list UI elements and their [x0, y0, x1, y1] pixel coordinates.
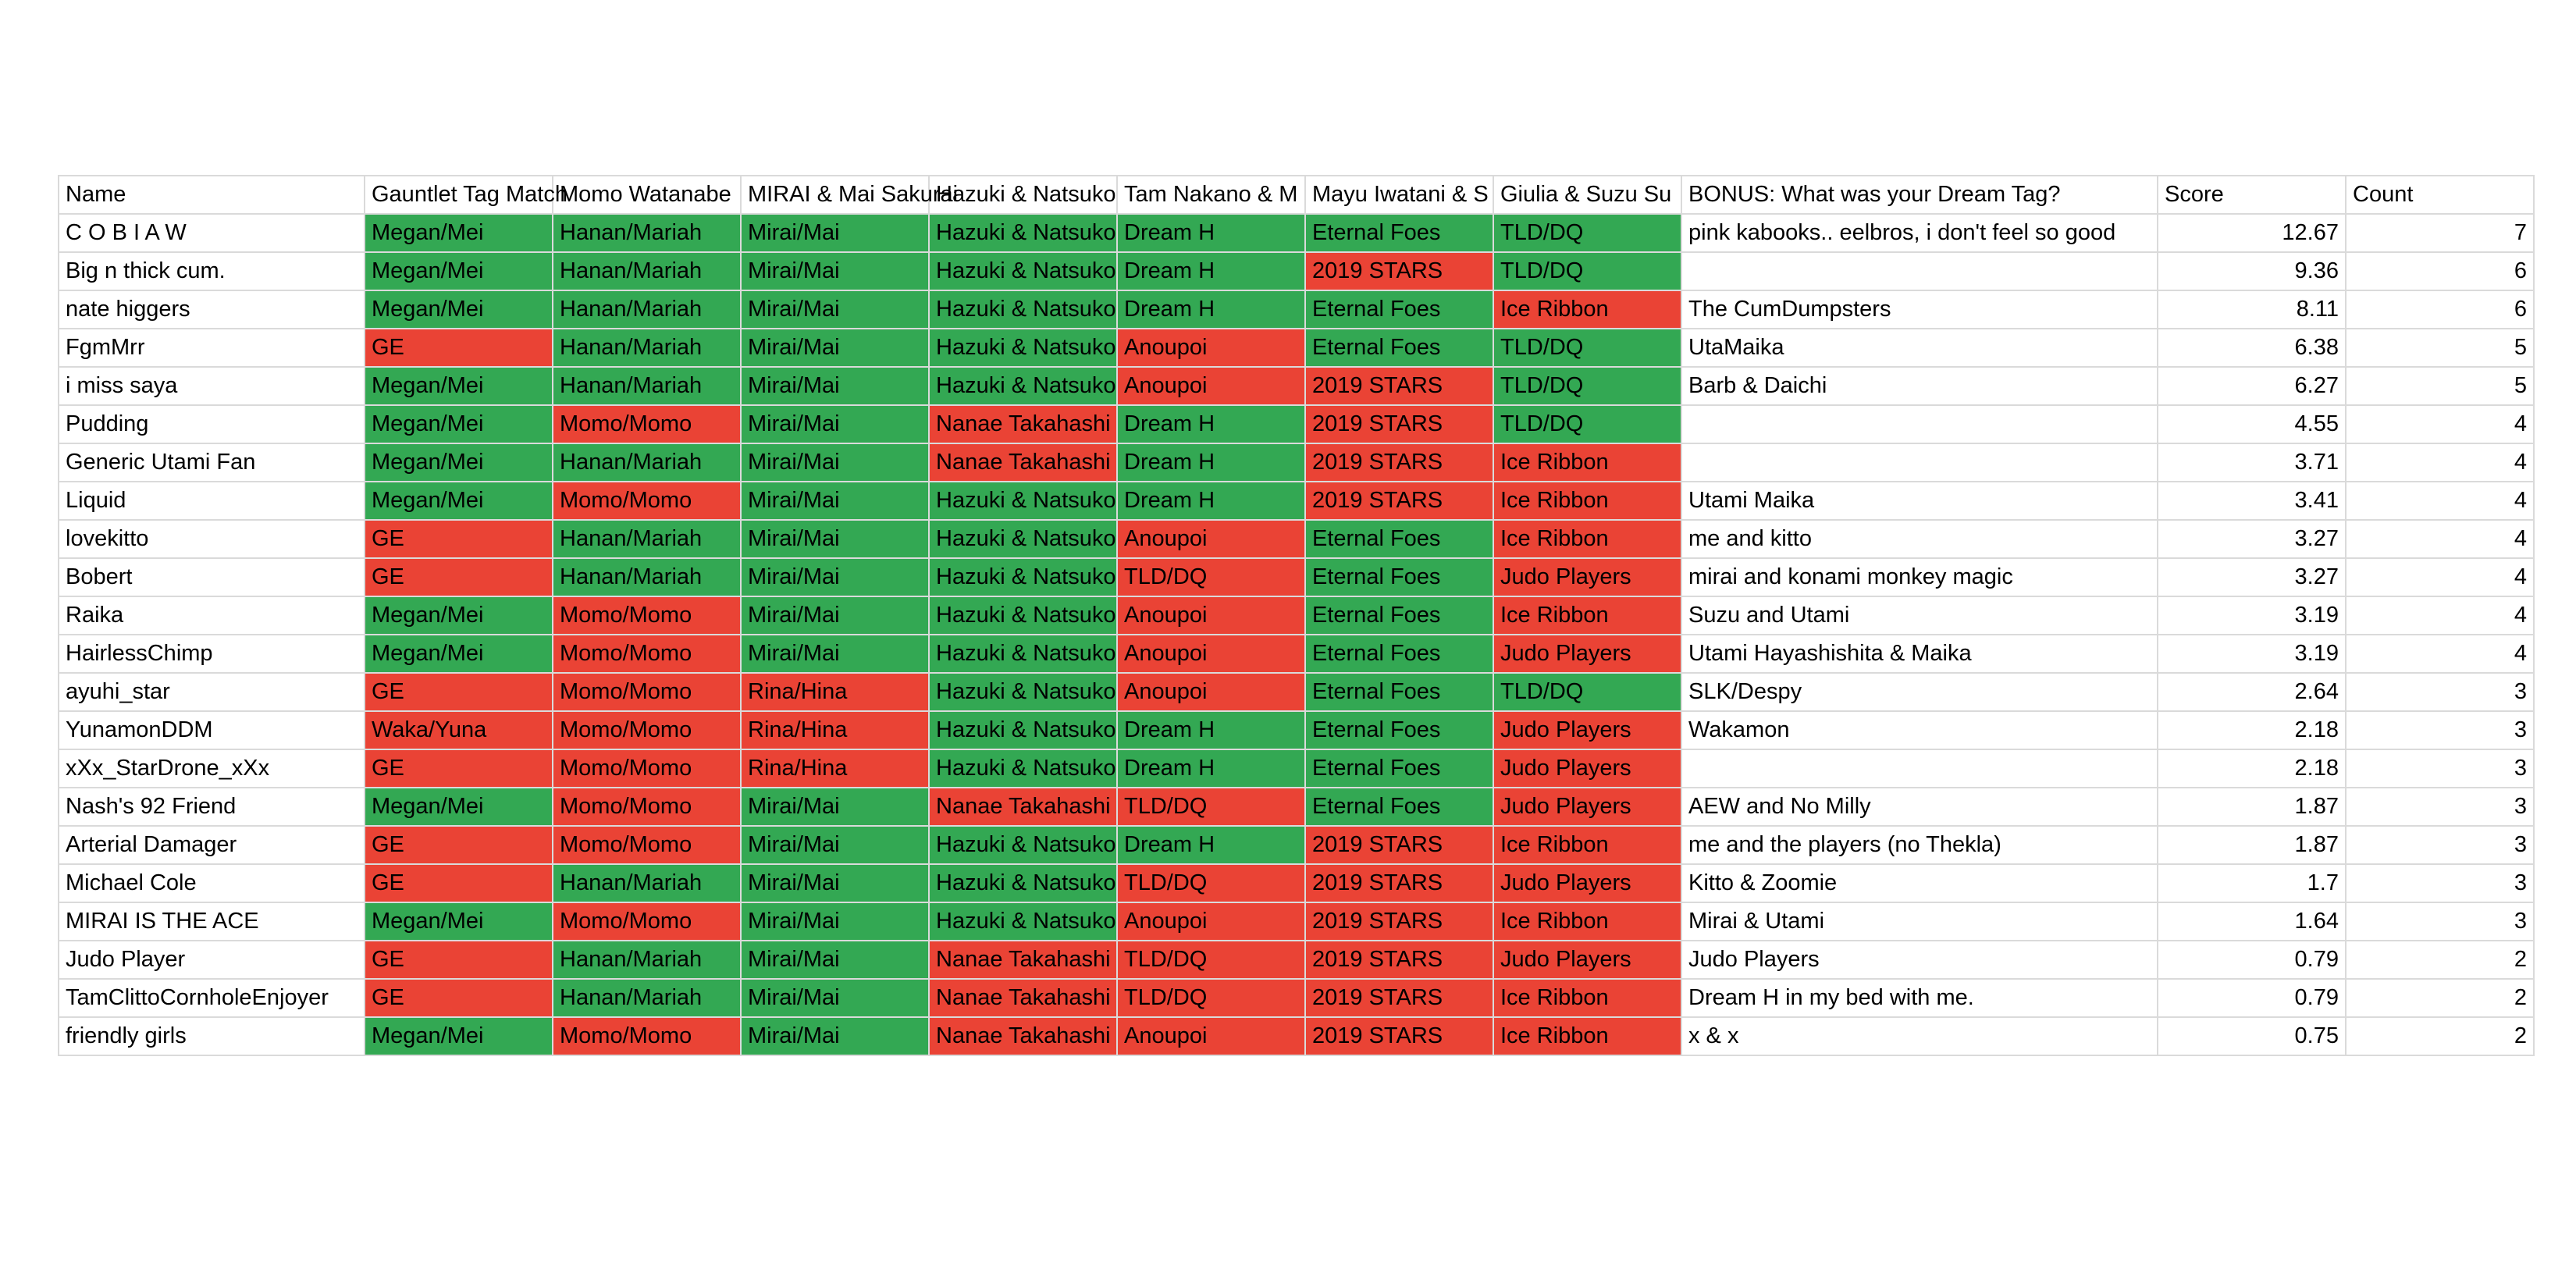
pick-cell[interactable]: Rina/Hina	[741, 711, 929, 749]
score-cell[interactable]: 3.19	[2158, 635, 2346, 673]
table-row	[59, 1017, 2534, 1055]
pick-cell[interactable]: GE	[365, 749, 553, 788]
score-cell[interactable]: 6.38	[2158, 329, 2346, 367]
count-cell[interactable]: 6	[2346, 252, 2534, 290]
bonus-cell[interactable]	[1681, 749, 2158, 788]
pick-cell[interactable]: Megan/Mei	[365, 482, 553, 520]
table-row	[59, 520, 2534, 558]
pick-cell[interactable]: Anoupoi	[1117, 329, 1305, 367]
pick-cell[interactable]: Eternal Foes	[1305, 214, 1493, 252]
pick-cell[interactable]: Hanan/Mariah	[553, 864, 741, 902]
header-name[interactable]: Name	[59, 176, 365, 214]
pick-cell[interactable]: Waka/Yuna	[365, 711, 553, 749]
bonus-cell[interactable]: SLK/Despy	[1681, 673, 2158, 711]
player-name-cell[interactable]: HairlessChimp	[59, 635, 365, 673]
player-name-cell[interactable]: Liquid	[59, 482, 365, 520]
pick-cell[interactable]: Momo/Momo	[553, 405, 741, 443]
pick-cell[interactable]: Ice Ribbon	[1493, 482, 1681, 520]
pick-cell[interactable]: TLD/DQ	[1117, 864, 1305, 902]
header-mayu-iwatani[interactable]: Mayu Iwatani & S	[1305, 176, 1493, 214]
pick-cell[interactable]: Hazuki & Natsuko	[929, 826, 1117, 864]
pick-cell[interactable]: Judo Players	[1493, 788, 1681, 826]
pick-cell[interactable]: Anoupoi	[1117, 596, 1305, 635]
pick-cell[interactable]: TLD/DQ	[1493, 367, 1681, 405]
bonus-cell[interactable]	[1681, 252, 2158, 290]
pick-cell[interactable]: Judo Players	[1493, 864, 1681, 902]
pick-cell[interactable]: Ice Ribbon	[1493, 596, 1681, 635]
pick-cell[interactable]: Megan/Mei	[365, 902, 553, 941]
pick-cell[interactable]: Rina/Hina	[741, 749, 929, 788]
count-cell[interactable]: 4	[2346, 635, 2534, 673]
pick-cell[interactable]: Megan/Mei	[365, 252, 553, 290]
count-cell[interactable]: 3	[2346, 902, 2534, 941]
count-cell[interactable]: 5	[2346, 367, 2534, 405]
player-name-cell[interactable]: Pudding	[59, 405, 365, 443]
player-name-cell[interactable]: Nash's 92 Friend	[59, 788, 365, 826]
pick-cell[interactable]: Ice Ribbon	[1493, 520, 1681, 558]
pick-cell[interactable]: Hanan/Mariah	[553, 214, 741, 252]
bonus-cell[interactable]: me and the players (no Thekla)	[1681, 826, 2158, 864]
pick-cell[interactable]: Dream H	[1117, 214, 1305, 252]
pick-cell[interactable]: Megan/Mei	[365, 635, 553, 673]
pick-cell[interactable]: Ice Ribbon	[1493, 290, 1681, 329]
score-cell[interactable]: 1.87	[2158, 826, 2346, 864]
table-row	[59, 214, 2534, 252]
pick-cell[interactable]: Anoupoi	[1117, 367, 1305, 405]
pick-cell[interactable]: Mirai/Mai	[741, 329, 929, 367]
pick-cell[interactable]: 2019 STARS	[1305, 482, 1493, 520]
player-name-cell[interactable]: Judo Player	[59, 941, 365, 979]
player-name-cell[interactable]: Raika	[59, 596, 365, 635]
score-cell[interactable]: 3.41	[2158, 482, 2346, 520]
pick-cell[interactable]: Megan/Mei	[365, 405, 553, 443]
score-cell[interactable]: 6.27	[2158, 367, 2346, 405]
pick-cell[interactable]: 2019 STARS	[1305, 979, 1493, 1017]
pick-cell[interactable]: Dream H	[1117, 749, 1305, 788]
pick-cell[interactable]: Mirai/Mai	[741, 367, 929, 405]
pick-cell[interactable]: Hanan/Mariah	[553, 367, 741, 405]
pick-cell[interactable]: Ice Ribbon	[1493, 979, 1681, 1017]
table-row	[59, 826, 2534, 864]
bonus-cell[interactable]: Judo Players	[1681, 941, 2158, 979]
header-row	[59, 176, 2534, 214]
header-count[interactable]: Count	[2346, 176, 2534, 214]
score-cell[interactable]: 0.79	[2158, 979, 2346, 1017]
pick-cell[interactable]: GE	[365, 941, 553, 979]
pick-cell[interactable]: Megan/Mei	[365, 367, 553, 405]
pick-cell[interactable]: Judo Players	[1493, 635, 1681, 673]
pick-cell[interactable]: Hanan/Mariah	[553, 443, 741, 482]
table-row	[59, 482, 2534, 520]
pick-cell[interactable]: Mirai/Mai	[741, 596, 929, 635]
pick-cell[interactable]: Hazuki & Natsuko	[929, 290, 1117, 329]
pick-cell[interactable]: Hazuki & Natsuko	[929, 596, 1117, 635]
pick-cell[interactable]: Eternal Foes	[1305, 749, 1493, 788]
player-name-cell[interactable]: Bobert	[59, 558, 365, 596]
pick-cell[interactable]: Hazuki & Natsuko	[929, 673, 1117, 711]
pick-cell[interactable]: Dream H	[1117, 482, 1305, 520]
count-cell[interactable]: 7	[2346, 214, 2534, 252]
pick-cell[interactable]: Anoupoi	[1117, 673, 1305, 711]
pick-cell[interactable]: Mirai/Mai	[741, 443, 929, 482]
player-name-cell[interactable]: Michael Cole	[59, 864, 365, 902]
pick-cell[interactable]: Mirai/Mai	[741, 405, 929, 443]
player-name-cell[interactable]: ayuhi_star	[59, 673, 365, 711]
table-row	[59, 367, 2534, 405]
pick-cell[interactable]: 2019 STARS	[1305, 941, 1493, 979]
pick-cell[interactable]: Momo/Momo	[553, 902, 741, 941]
pick-cell[interactable]: Hanan/Mariah	[553, 558, 741, 596]
pick-cell[interactable]: Rina/Hina	[741, 673, 929, 711]
score-cell[interactable]: 1.87	[2158, 788, 2346, 826]
pick-cell[interactable]: GE	[365, 979, 553, 1017]
table-row	[59, 443, 2534, 482]
score-cell[interactable]: 3.27	[2158, 520, 2346, 558]
table-row	[59, 596, 2534, 635]
pick-cell[interactable]: Hazuki & Natsuko	[929, 482, 1117, 520]
player-name-cell[interactable]: Generic Utami Fan	[59, 443, 365, 482]
pick-cell[interactable]: Mirai/Mai	[741, 902, 929, 941]
pick-cell[interactable]: Hanan/Mariah	[553, 520, 741, 558]
pick-cell[interactable]: Ice Ribbon	[1493, 1017, 1681, 1055]
score-cell[interactable]: 2.18	[2158, 711, 2346, 749]
pick-cell[interactable]: Megan/Mei	[365, 596, 553, 635]
count-cell[interactable]: 3	[2346, 788, 2534, 826]
score-cell[interactable]: 3.71	[2158, 443, 2346, 482]
header-tam-nakano[interactable]: Tam Nakano & M	[1117, 176, 1305, 214]
pick-cell[interactable]: Eternal Foes	[1305, 290, 1493, 329]
pick-cell[interactable]: GE	[365, 864, 553, 902]
bonus-cell[interactable]: Mirai & Utami	[1681, 902, 2158, 941]
header-score[interactable]: Score	[2158, 176, 2346, 214]
count-cell[interactable]: 4	[2346, 443, 2534, 482]
pick-cell[interactable]: Hanan/Mariah	[553, 941, 741, 979]
table-row	[59, 673, 2534, 711]
header-bonus[interactable]: BONUS: What was your Dream Tag?	[1681, 176, 2158, 214]
pick-cell[interactable]: Momo/Momo	[553, 1017, 741, 1055]
pick-cell[interactable]: Anoupoi	[1117, 635, 1305, 673]
bonus-cell[interactable]	[1681, 443, 2158, 482]
pick-cell[interactable]: TLD/DQ	[1117, 788, 1305, 826]
pick-cell[interactable]: Momo/Momo	[553, 635, 741, 673]
pick-cell[interactable]: Dream H	[1117, 443, 1305, 482]
pick-cell[interactable]: Nanae Takahashi	[929, 941, 1117, 979]
pick-cell[interactable]: Anoupoi	[1117, 902, 1305, 941]
player-name-cell[interactable]: TamClittoCornholeEnjoyer	[59, 979, 365, 1017]
player-name-cell[interactable]: FgmMrr	[59, 329, 365, 367]
score-cell[interactable]: 0.79	[2158, 941, 2346, 979]
bonus-cell[interactable]: Utami Maika	[1681, 482, 2158, 520]
header-mirai-mai[interactable]: MIRAI & Mai Sakurai	[741, 176, 929, 214]
pick-cell[interactable]: Momo/Momo	[553, 788, 741, 826]
score-cell[interactable]: 3.27	[2158, 558, 2346, 596]
pick-cell[interactable]: Hanan/Mariah	[553, 290, 741, 329]
bonus-cell[interactable]: Suzu and Utami	[1681, 596, 2158, 635]
score-cell[interactable]: 1.7	[2158, 864, 2346, 902]
player-name-cell[interactable]: Arterial Damager	[59, 826, 365, 864]
count-cell[interactable]: 3	[2346, 749, 2534, 788]
count-cell[interactable]: 2	[2346, 1017, 2534, 1055]
pick-cell[interactable]: Hazuki & Natsuko	[929, 329, 1117, 367]
pick-cell[interactable]: Dream H	[1117, 826, 1305, 864]
header-hazuki-natsuko[interactable]: Hazuki & Natsuko	[929, 176, 1117, 214]
pick-cell[interactable]: Nanae Takahashi	[929, 979, 1117, 1017]
score-cell[interactable]: 4.55	[2158, 405, 2346, 443]
pick-cell[interactable]: Dream H	[1117, 252, 1305, 290]
pick-cell[interactable]: Hazuki & Natsuko	[929, 252, 1117, 290]
pick-cell[interactable]: Hazuki & Natsuko	[929, 749, 1117, 788]
pick-cell[interactable]: GE	[365, 826, 553, 864]
score-table	[58, 175, 2535, 1056]
pick-cell[interactable]: Mirai/Mai	[741, 252, 929, 290]
pick-cell[interactable]: GE	[365, 558, 553, 596]
pick-cell[interactable]: Mirai/Mai	[741, 520, 929, 558]
score-cell[interactable]: 2.18	[2158, 749, 2346, 788]
pick-cell[interactable]: Nanae Takahashi	[929, 788, 1117, 826]
pick-cell[interactable]: Mirai/Mai	[741, 941, 929, 979]
count-cell[interactable]: 4	[2346, 558, 2534, 596]
table-row	[59, 290, 2534, 329]
count-cell[interactable]: 4	[2346, 520, 2534, 558]
table-row	[59, 902, 2534, 941]
pick-cell[interactable]: TLD/DQ	[1117, 558, 1305, 596]
table-row	[59, 941, 2534, 979]
pick-cell[interactable]: Hazuki & Natsuko	[929, 711, 1117, 749]
bonus-cell[interactable]: Barb & Daichi	[1681, 367, 2158, 405]
pick-cell[interactable]: Hazuki & Natsuko	[929, 214, 1117, 252]
pick-cell[interactable]: Eternal Foes	[1305, 673, 1493, 711]
pick-cell[interactable]: GE	[365, 520, 553, 558]
pick-cell[interactable]: TLD/DQ	[1493, 405, 1681, 443]
pick-cell[interactable]: Megan/Mei	[365, 788, 553, 826]
pick-cell[interactable]: 2019 STARS	[1305, 443, 1493, 482]
bonus-cell[interactable]: pink kabooks.. eelbros, i don't feel so good	[1681, 214, 2158, 252]
pick-cell[interactable]: Judo Players	[1493, 749, 1681, 788]
pick-cell[interactable]: Eternal Foes	[1305, 711, 1493, 749]
pick-cell[interactable]: GE	[365, 673, 553, 711]
pick-cell[interactable]: Mirai/Mai	[741, 864, 929, 902]
score-cell[interactable]: 9.36	[2158, 252, 2346, 290]
header-momo[interactable]: Momo Watanabe	[553, 176, 741, 214]
player-name-cell[interactable]: MIRAI IS THE ACE	[59, 902, 365, 941]
pick-cell[interactable]: Judo Players	[1493, 558, 1681, 596]
pick-cell[interactable]: Megan/Mei	[365, 290, 553, 329]
pick-cell[interactable]: Mirai/Mai	[741, 482, 929, 520]
table-row	[59, 788, 2534, 826]
pick-cell[interactable]: Dream H	[1117, 405, 1305, 443]
bonus-cell[interactable]: The CumDumpsters	[1681, 290, 2158, 329]
pick-cell[interactable]: Hazuki & Natsuko	[929, 558, 1117, 596]
pick-cell[interactable]: Ice Ribbon	[1493, 826, 1681, 864]
count-cell[interactable]: 3	[2346, 864, 2534, 902]
pick-cell[interactable]: Eternal Foes	[1305, 596, 1493, 635]
count-cell[interactable]: 6	[2346, 290, 2534, 329]
pick-cell[interactable]: Momo/Momo	[553, 711, 741, 749]
bonus-cell[interactable]: Wakamon	[1681, 711, 2158, 749]
bonus-cell[interactable]: AEW and No Milly	[1681, 788, 2158, 826]
count-cell[interactable]: 2	[2346, 979, 2534, 1017]
pick-cell[interactable]: Momo/Momo	[553, 596, 741, 635]
pick-cell[interactable]: Eternal Foes	[1305, 635, 1493, 673]
score-cell[interactable]: 12.67	[2158, 214, 2346, 252]
pick-cell[interactable]: Hazuki & Natsuko	[929, 367, 1117, 405]
pick-cell[interactable]: Momo/Momo	[553, 826, 741, 864]
pick-cell[interactable]: Dream H	[1117, 711, 1305, 749]
pick-cell[interactable]: GE	[365, 329, 553, 367]
pick-cell[interactable]: Mirai/Mai	[741, 826, 929, 864]
pick-cell[interactable]: Mirai/Mai	[741, 1017, 929, 1055]
pick-cell[interactable]: Eternal Foes	[1305, 329, 1493, 367]
pick-cell[interactable]: TLD/DQ	[1117, 941, 1305, 979]
count-cell[interactable]: 3	[2346, 673, 2534, 711]
pick-cell[interactable]: Nanae Takahashi	[929, 443, 1117, 482]
bonus-cell[interactable]: x & x	[1681, 1017, 2158, 1055]
pick-cell[interactable]: 2019 STARS	[1305, 367, 1493, 405]
pick-cell[interactable]: Mirai/Mai	[741, 558, 929, 596]
table-row	[59, 252, 2534, 290]
count-cell[interactable]: 3	[2346, 826, 2534, 864]
count-cell[interactable]: 2	[2346, 941, 2534, 979]
pick-cell[interactable]: Hazuki & Natsuko	[929, 520, 1117, 558]
pick-cell[interactable]: TLD/DQ	[1493, 673, 1681, 711]
player-name-cell[interactable]: friendly girls	[59, 1017, 365, 1055]
count-cell[interactable]: 4	[2346, 482, 2534, 520]
bonus-cell[interactable]: me and kitto	[1681, 520, 2158, 558]
pick-cell[interactable]: 2019 STARS	[1305, 1017, 1493, 1055]
pick-cell[interactable]: Eternal Foes	[1305, 558, 1493, 596]
score-cell[interactable]: 3.19	[2158, 596, 2346, 635]
count-cell[interactable]: 4	[2346, 405, 2534, 443]
pick-cell[interactable]: Megan/Mei	[365, 1017, 553, 1055]
pick-cell[interactable]: Judo Players	[1493, 941, 1681, 979]
table-row	[59, 329, 2534, 367]
pick-cell[interactable]: Judo Players	[1493, 711, 1681, 749]
player-name-cell[interactable]: C O B I A W	[59, 214, 365, 252]
pick-cell[interactable]: Megan/Mei	[365, 214, 553, 252]
count-cell[interactable]: 5	[2346, 329, 2534, 367]
pick-cell[interactable]: Ice Ribbon	[1493, 902, 1681, 941]
score-cell[interactable]: 8.11	[2158, 290, 2346, 329]
score-cell[interactable]: 2.64	[2158, 673, 2346, 711]
table-row	[59, 864, 2534, 902]
pick-cell[interactable]: Ice Ribbon	[1493, 443, 1681, 482]
player-name-cell[interactable]: nate higgers	[59, 290, 365, 329]
player-name-cell[interactable]: i miss saya	[59, 367, 365, 405]
pick-cell[interactable]: Hanan/Mariah	[553, 979, 741, 1017]
pick-cell[interactable]: 2019 STARS	[1305, 902, 1493, 941]
pick-cell[interactable]: TLD/DQ	[1493, 214, 1681, 252]
pick-cell[interactable]: Mirai/Mai	[741, 635, 929, 673]
pick-cell[interactable]: Eternal Foes	[1305, 788, 1493, 826]
pick-cell[interactable]: Hazuki & Natsuko	[929, 902, 1117, 941]
pick-cell[interactable]: 2019 STARS	[1305, 864, 1493, 902]
pick-cell[interactable]: 2019 STARS	[1305, 826, 1493, 864]
player-name-cell[interactable]: xXx_StarDrone_xXx	[59, 749, 365, 788]
pick-cell[interactable]: Mirai/Mai	[741, 214, 929, 252]
table-row	[59, 558, 2534, 596]
bonus-cell[interactable]	[1681, 405, 2158, 443]
table-row	[59, 979, 2534, 1017]
pick-cell[interactable]: Momo/Momo	[553, 482, 741, 520]
pick-cell[interactable]: Mirai/Mai	[741, 290, 929, 329]
pick-cell[interactable]: Hanan/Mariah	[553, 329, 741, 367]
bonus-cell[interactable]: UtaMaika	[1681, 329, 2158, 367]
pick-cell[interactable]: TLD/DQ	[1117, 979, 1305, 1017]
pick-cell[interactable]: 2019 STARS	[1305, 405, 1493, 443]
pick-cell[interactable]: Hazuki & Natsuko	[929, 635, 1117, 673]
table-row	[59, 711, 2534, 749]
pick-cell[interactable]: Eternal Foes	[1305, 520, 1493, 558]
bonus-cell[interactable]: Kitto & Zoomie	[1681, 864, 2158, 902]
header-gauntlet[interactable]: Gauntlet Tag Match	[365, 176, 553, 214]
bonus-cell[interactable]: mirai and konami monkey magic	[1681, 558, 2158, 596]
bonus-cell[interactable]: Dream H in my bed with me.	[1681, 979, 2158, 1017]
pick-cell[interactable]: Mirai/Mai	[741, 979, 929, 1017]
pick-cell[interactable]: Nanae Takahashi	[929, 405, 1117, 443]
table-row	[59, 635, 2534, 673]
score-cell[interactable]: 0.75	[2158, 1017, 2346, 1055]
pick-cell[interactable]: TLD/DQ	[1493, 329, 1681, 367]
pick-cell[interactable]: Hanan/Mariah	[553, 252, 741, 290]
pick-cell[interactable]: 2019 STARS	[1305, 252, 1493, 290]
pick-cell[interactable]: Anoupoi	[1117, 1017, 1305, 1055]
header-giulia-suzu[interactable]: Giulia & Suzu Su	[1493, 176, 1681, 214]
pick-cell[interactable]: Hazuki & Natsuko	[929, 864, 1117, 902]
player-name-cell[interactable]: lovekitto	[59, 520, 365, 558]
pick-cell[interactable]: Anoupoi	[1117, 520, 1305, 558]
pick-cell[interactable]: Mirai/Mai	[741, 788, 929, 826]
bonus-cell[interactable]: Utami Hayashishita & Maika	[1681, 635, 2158, 673]
count-cell[interactable]: 3	[2346, 711, 2534, 749]
score-cell[interactable]: 1.64	[2158, 902, 2346, 941]
player-name-cell[interactable]: Big n thick cum.	[59, 252, 365, 290]
pick-cell[interactable]: Nanae Takahashi	[929, 1017, 1117, 1055]
pick-cell[interactable]: Megan/Mei	[365, 443, 553, 482]
pick-cell[interactable]: TLD/DQ	[1493, 252, 1681, 290]
pick-cell[interactable]: Dream H	[1117, 290, 1305, 329]
player-name-cell[interactable]: YunamonDDM	[59, 711, 365, 749]
table-row	[59, 749, 2534, 788]
pick-cell[interactable]: Momo/Momo	[553, 749, 741, 788]
count-cell[interactable]: 4	[2346, 596, 2534, 635]
pick-cell[interactable]: Momo/Momo	[553, 673, 741, 711]
table-row	[59, 405, 2534, 443]
